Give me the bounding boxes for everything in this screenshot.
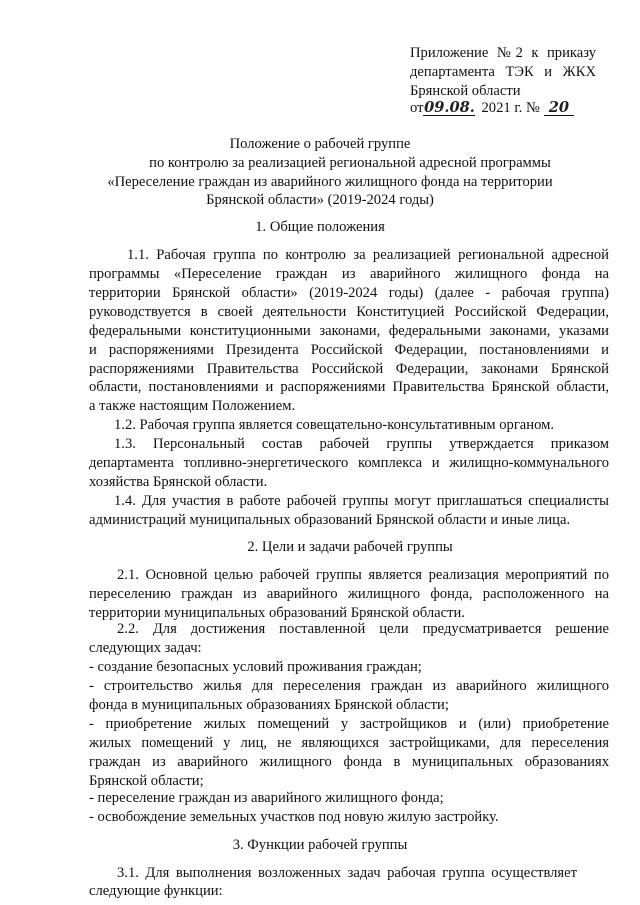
s1-p1-line: руководствуется в своей деятельности Конституцией Российской Федерации, [89, 304, 609, 320]
s1-p2: 1.2. Рабочая группа является совещательно-консультативным органом. [114, 417, 554, 433]
section-1-heading: 1. Общие положения [255, 219, 385, 235]
task-item: жилых помещений у лиц, не являющихся застройщиками, для переселения [89, 735, 609, 751]
title-line-3: «Переселение граждан из аварийного жилищного фонда на территории [107, 174, 553, 190]
s1-p1-line: территории Брянской области» (2019-2024 годы) (далее - рабочая группа) [89, 285, 609, 301]
header-line-1: Приложение №2 к приказу [410, 45, 596, 61]
task-item: - строительство жилья для переселения граждан из аварийного жилищного [89, 678, 609, 694]
s1-p4-line: администраций муниципальных образований Брянской области и иные лица. [89, 512, 571, 528]
s1-p1-line: области, постановлениями и распоряжениями Правительства Брянской области, [89, 379, 609, 395]
s1-p1-line: 1.1. Рабочая группа по контролю за реализацией региональной адресной [127, 247, 609, 263]
s2-p1-line: 2.1. Основной целью рабочей группы является реализация мероприятий по [117, 567, 609, 583]
task-item: Брянской области; [89, 773, 204, 789]
s3-p1-line: 3.1. Для выполнения возложенных задач рабочая группа осуществляет [117, 865, 577, 881]
header-date-line [410, 99, 610, 119]
s3-p1-line: следующие функции: [89, 883, 223, 899]
s1-p4-line: 1.4. Для участия в работе рабочей группы могут приглашаться специалисты [114, 493, 609, 509]
s1-p1-line: федеральными конституционными законами, федеральными законами, указами [89, 323, 609, 339]
task-item: - освобождение земельных участков под новую жилую застройку. [89, 809, 499, 825]
task-item: фонда в муниципальных образованиях Брянской области; [89, 697, 449, 713]
task-item: - создание безопасных условий проживания граждан; [89, 659, 422, 675]
header-line-2: департамента ТЭК и ЖКХ [410, 64, 596, 80]
section-2-heading: 2. Цели и задачи рабочей группы [247, 539, 453, 555]
title-line-4: Брянской области» (2019-2024 годы) [206, 192, 434, 208]
task-item: - переселение граждан из аварийного жилищного фонда; [89, 790, 444, 806]
title-line-2: по контролю за реализацией региональной адресной программы [149, 155, 551, 171]
s2-p2-line: следующих задач: [89, 640, 202, 656]
handwritten-date: 09.08. [424, 99, 475, 116]
section-3-heading: 3. Функции рабочей группы [232, 837, 408, 853]
task-item: граждан из аварийного жилищного фонда в муниципальных образованиях [89, 754, 609, 770]
year-text: 2021 г. № [481, 100, 540, 116]
s1-p1-line: программы «Переселение граждан из аварийного жилищного фонда на [89, 266, 609, 282]
s2-p1-line: территории муниципальных образований Брянской области. [89, 605, 465, 621]
title-line-1: Положение о рабочей группе [229, 136, 411, 152]
task-item: - приобретение жилых помещений у застройщиков и (или) приобретение [89, 716, 609, 732]
handwritten-number: 20 [544, 101, 574, 116]
s1-p3-line: 1.3. Персональный состав рабочей группы утверждается приказом [114, 436, 609, 452]
s2-p1-line: переселению граждан из аварийного жилищного фонда, расположенного на [89, 586, 609, 602]
s1-p1-line: распоряжениями Правительства Российской Федерации, законами Брянской [89, 361, 609, 377]
s1-p1-line: и распоряжениями Президента Российской Федерации, постановлениями и [89, 342, 609, 358]
date-prefix: от [410, 100, 424, 116]
s1-p1-line: а также настоящим Положением. [89, 398, 296, 414]
s1-p3-line: департамента топливно-энергетического комплекса и жилищно-коммунального [89, 455, 609, 471]
s1-p3-line: хозяйства Брянской области. [89, 474, 268, 490]
header-line-3: Брянской области [410, 83, 521, 99]
s2-p2-line: 2.2. Для достижения поставленной цели предусматривается решение [117, 621, 609, 637]
